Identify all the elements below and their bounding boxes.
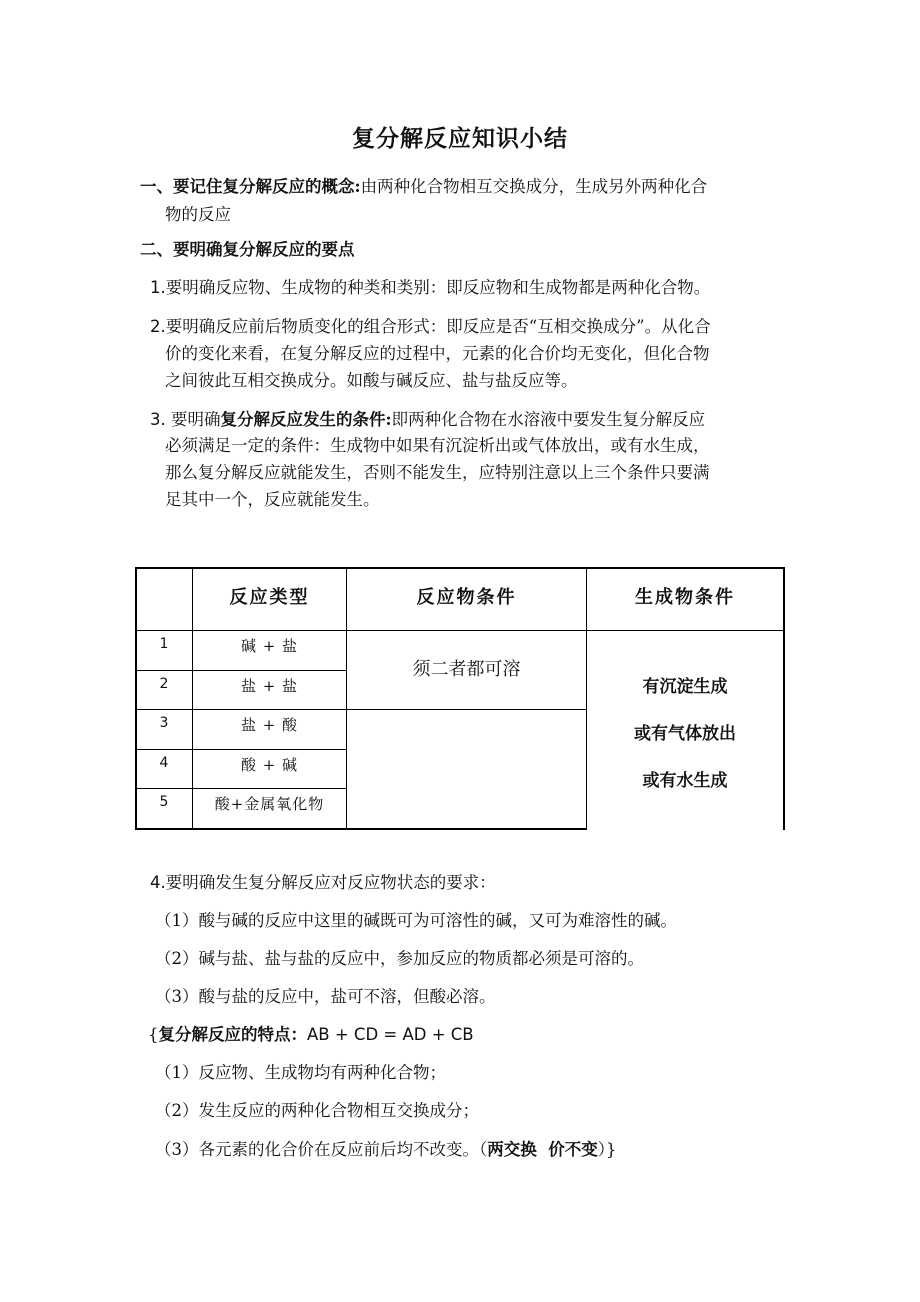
point2-line1: [150, 312, 711, 342]
table-row-line-1: [135, 670, 347, 671]
table-row-num: 4: [159, 755, 169, 771]
table-top-border: [135, 567, 785, 569]
point4-item: （3）酸与盐的反应中，盐可不溶，但酸必溶。: [155, 987, 496, 1006]
table-row-num: 5: [159, 794, 169, 810]
reactant-condition: 须二者都可溶: [412, 659, 521, 680]
point4-item: （2）碱与盐、盐与盐的反应中，参加反应的物质都必须是可溶的。: [155, 949, 644, 968]
features-last-close: ）}: [597, 1140, 617, 1159]
product-condition-3: 或有水生成: [642, 771, 728, 791]
table-row-type: 盐 + 盐: [240, 677, 299, 695]
point2-line2: 价的变化来看，在复分解反应的过程中，元素的化合价均无变化，但化合物: [165, 344, 710, 363]
table-header-reactant: 反应物条件: [416, 587, 517, 608]
section1-line1: [140, 172, 707, 202]
point3-num: 3.: [150, 410, 166, 429]
point2-num: 2.: [150, 317, 166, 336]
point2-line3: 之间彼此互相交换成分。如酸与碱反应、盐与盐反应等。: [165, 371, 578, 390]
product-condition-1: 有沉淀生成: [642, 677, 728, 697]
section1-text-line2: 物的反应: [165, 205, 231, 224]
features-bold: 复分解反应的特点：: [158, 1025, 307, 1044]
features-item: （2）发生反应的两种化合物相互交换成分；: [155, 1101, 479, 1120]
point4-num: 4.: [150, 873, 166, 892]
features-last-text: （3）各元素的化合价在反应前后均不改变。（: [155, 1140, 488, 1159]
features-last-bold: 两交换 价不变: [487, 1140, 598, 1159]
features-item: （1）反应物、生成物均有两种化合物；: [155, 1063, 446, 1082]
page-title: 复分解反应知识小结: [352, 125, 568, 152]
point3-line2: 必须满足一定的条件：生成物中如果有沉淀析出或气体放出，或有水生成，: [165, 436, 710, 455]
features-open-brace: {: [148, 1025, 159, 1044]
table-header-type: 反应类型: [229, 587, 310, 608]
table-row-num: 2: [159, 676, 169, 692]
table-left-border: [135, 567, 137, 830]
product-condition-2: 或有气体放出: [634, 724, 736, 744]
features-last-item: [155, 1135, 617, 1165]
point3-line1-rest: 即两种化合物在水溶液中要发生复分解反应: [391, 410, 706, 429]
table-row-line-2: [135, 709, 587, 710]
table-row-num: 3: [159, 715, 169, 731]
point3-line3: 那么复分解反应就能发生，否则不能发生，应特别注意以上三个条件只要满: [165, 463, 710, 482]
point3-line4: 足其中一个，反应就能发生。: [165, 490, 380, 509]
section1-text-line1: 由两种化合物相互交换成分，生成另外两种化合: [360, 177, 708, 196]
table-row-line-3: [135, 749, 347, 750]
point4-text: 要明确发生复分解反应对反应物状态的要求：: [165, 873, 496, 892]
point1-num: 1.: [150, 278, 166, 297]
point2-text-line1: 要明确反应前后物质变化的组合形式：即反应是否“互相交换成分”。从化合: [165, 317, 711, 336]
point3-lead: 要明确: [171, 410, 221, 429]
table-bottom-border: [135, 828, 587, 830]
table-row-type: 盐 + 酸: [240, 716, 299, 734]
table-row-type: 酸 + 碱: [240, 756, 299, 774]
table-row-num: 1: [159, 636, 169, 652]
point4: [150, 868, 496, 898]
point1: [150, 273, 710, 303]
table-row-type: 碱 + 盐: [240, 637, 299, 655]
point1-text: 要明确反应物、生成物的种类和类别：即反应物和生成物都是两种化合物。: [165, 278, 711, 297]
table-right-border: [783, 567, 785, 830]
table-row-line-4: [135, 788, 347, 789]
features-heading: [148, 1020, 474, 1050]
point3-bold: 复分解反应发生的条件:: [220, 410, 392, 429]
point4-item: （1）酸与碱的反应中这里的碱既可为可溶性的碱，又可为难溶性的碱。: [155, 911, 677, 930]
table-header-line: [135, 630, 785, 631]
section1-heading: 一、要记住复分解反应的概念:: [140, 177, 361, 196]
table-header-product: 生成物条件: [635, 587, 735, 608]
table-row-type: 酸+金属氧化物: [214, 795, 325, 813]
features-formula: AB + CD = AD + CB: [307, 1025, 474, 1044]
section2-heading: 二、要明确复分解反应的要点: [140, 240, 355, 259]
